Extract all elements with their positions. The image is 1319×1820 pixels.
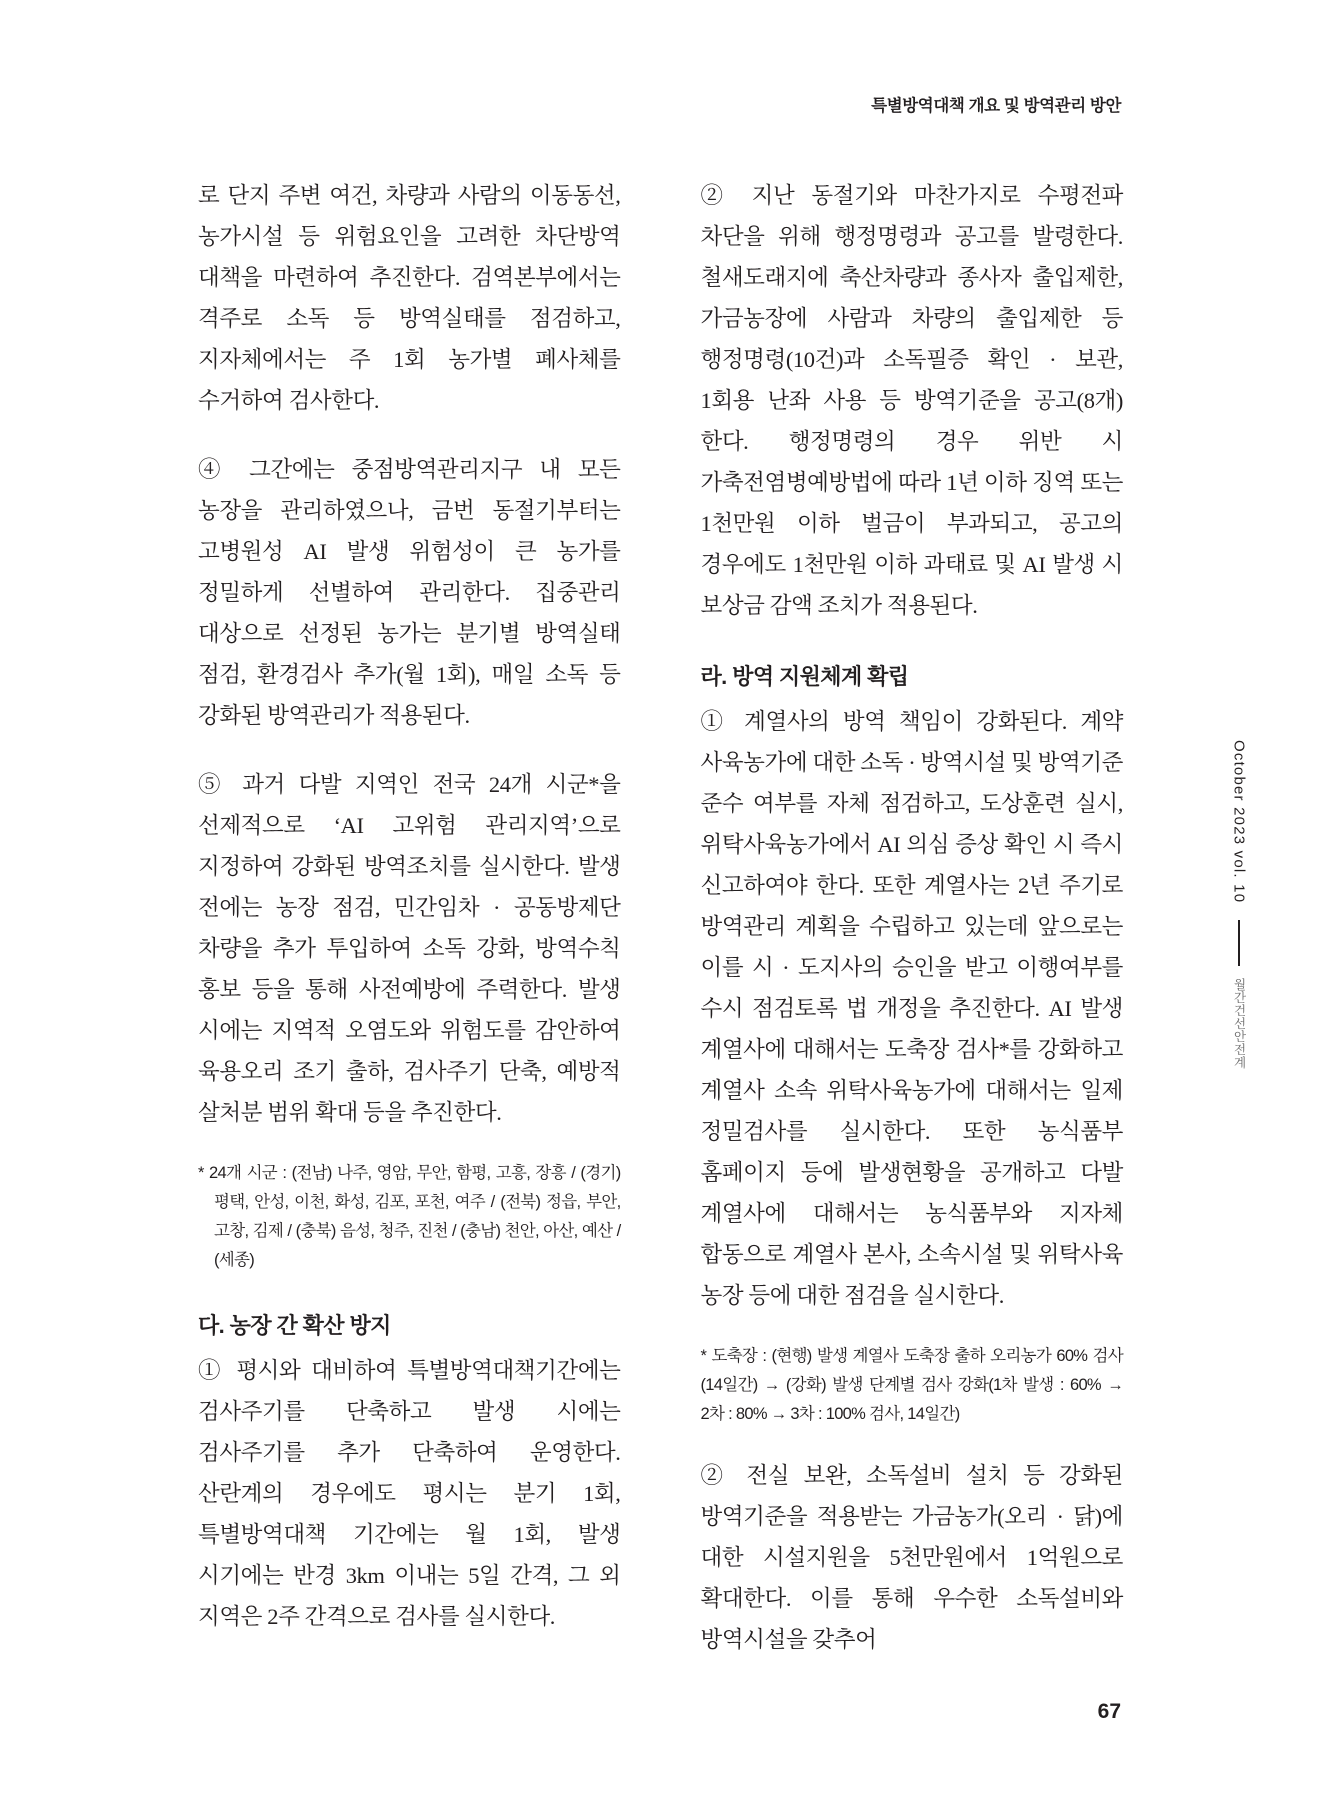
paragraph: ⑤ 과거 다발 지역인 전국 24개 시군*을 선제적으로 ‘AI 고위험 관리지역’으로 지정하여 강화된 방역조치를 실시한다. 발생 전에는 농장 점검, 민간임차 · 공동방제단 차량을 추가 투입하여 소독 강화, 방역수칙 홍보 등을 통해 사전예방에 주력한다. 발생 시에는 지역적 오염도와 위험도를 감안하여 육용오리 조기 출하, 검사주기 단축, 예방적 살처분 범위 확대 등을 추진한다. (198, 772, 621, 1125)
footnote: * 도축장 : (현행) 발생 계열사 도축장 출하 오리농가 60% 검사(14일간) → (강화) 발생 단계별 검사 강화(1차 발생 : 60% → 2차 : 80% → 3차 : 100% 검사, 14일간) (700, 1347, 1123, 1423)
side-tab-volume: October 2023 vol. 10 (1230, 740, 1248, 904)
running-header: 특별방역대책 개요 및 방역관리 방안 (871, 97, 1121, 115)
paragraph: ④ 그간에는 중점방역관리지구 내 모든 농장을 관리하였으나, 금번 동절기부터는 고병원성 AI 발생 위험성이 큰 농가를 정밀하게 선별하여 관리한다. 집중관리 대상으로 선정된 농가는 분기별 방역실태 점검, 환경검사 추가(월 1회), 매일 소독 등 강화된 방역관리가 적용된다. (198, 457, 621, 728)
section-heading: 라. 방역 지원체계 확립 (700, 664, 909, 689)
paragraph: ① 평시와 대비하여 특별방역대책기간에는 검사주기를 단축하고 발생 시에는 검사주기를 추가 단축하여 운영한다. 산란계의 경우에도 평시는 분기 1회, 특별방역대책 기간에는 월 1회, 발생 시기에는 반경 3km 이내는 5일 간격, 그 외 지역은 2주 간격으로 검사를 실시한다. (198, 1358, 621, 1629)
side-tab-series: 월간건선안전계 (1232, 978, 1246, 1070)
paragraph: ① 계열사의 방역 책임이 강화된다. 계약 사육농가에 대한 소독 · 방역시설 및 방역기준 준수 여부를 자체 점검하고, 도상훈련 실시, 위탁사육농가에서 AI 의심 증상 확인 시 즉시 신고하여야 한다. 또한 계열사는 2년 주기로 방역관리 계획을 수립하고 있는데 앞으로는 이를 시 · 도지사의 승인을 받고 이행여부를 수시 점검토록 법 개정을 추진한다. AI 발생 계열사에 대해서는 도축장 검사*를 강화하고 계열사 소속 위탁사육농가에 대해서는 일제 정밀검사를 실시한다. 또한 농식품부 홈페이지 등에 발생현황을 공개하고 다발 계열사에 대해서는 농식품부와 지자체 합동으로 계열사 본사, 소속시설 및 위탁사육 농장 등에 대한 점검을 실시한다. (700, 709, 1123, 1308)
left-column (198, 175, 621, 1688)
paragraph: ② 전실 보완, 소독설비 설치 등 강화된 방역기준을 적용받는 가금농가(오리 · 닭)에 대한 시설지원을 5천만원에서 1억원으로 확대한다. 이를 통해 우수한 소독설비와 방역시설을 갖추어 (700, 1463, 1123, 1652)
section-heading: 다. 농장 간 확산 방지 (198, 1313, 391, 1338)
side-tab-divider (1238, 920, 1240, 966)
page-number: 67 (1097, 1700, 1121, 1723)
body-columns (198, 175, 1123, 1688)
footnote: * 24개 시군 : (전남) 나주, 영암, 무안, 함평, 고흥, 장흥 / (경기) 평택, 안성, 이천, 화성, 김포, 포천, 여주 / (전북) 정읍, 부안, 고창, 김제 / (충북) 음성, 청주, 진천 / (충남) 천안, 아산, 예산 / (세종) (198, 1164, 621, 1269)
right-column (701, 175, 1124, 1688)
paragraph: 로 단지 주변 여건, 차량과 사람의 이동동선, 농가시설 등 위험요인을 고려한 차단방역 대책을 마련하여 추진한다. 검역본부에서는 격주로 소독 등 방역실태를 점검하고, 지자체에서는 주 1회 농가별 폐사체를 수거하여 검사한다. (198, 183, 621, 413)
side-tab (1219, 740, 1259, 1074)
paragraph: ② 지난 동절기와 마찬가지로 수평전파 차단을 위해 행정명령과 공고를 발령한다. 철새도래지에 축산차량과 종사자 출입제한, 가금농장에 사람과 차량의 출입제한 등 행정명령(10건)과 소독필증 확인 · 보관, 1회용 난좌 사용 등 방역기준을 공고(8개)한다. 행정명령의 경우 위반 시 가축전염병예방법에 따라 1년 이하 징역 또는 1천만원 이하 벌금이 부과되고, 공고의 경우에도 1천만원 이하 과태료 및 AI 발생 시 보상금 감액 조치가 적용된다. (700, 183, 1123, 618)
